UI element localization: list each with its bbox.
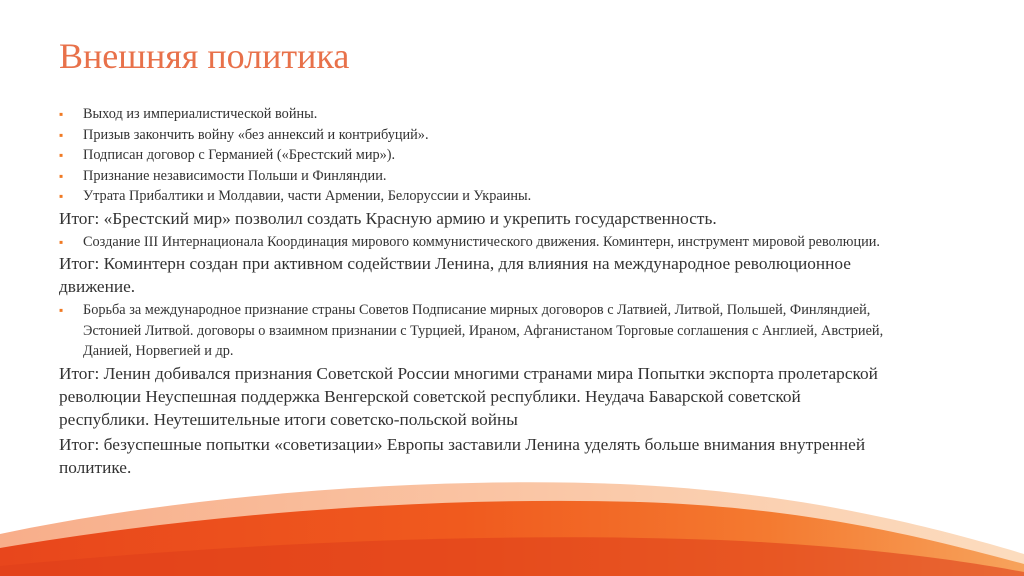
bullet-marker-icon: ▪ <box>59 303 64 317</box>
bullet-marker-icon: ▪ <box>59 234 64 249</box>
bullet-text: Признание независимости Польши и Финляндии. <box>83 167 387 184</box>
bullet-item <box>59 145 889 166</box>
bullet-item <box>59 104 889 125</box>
bullet-list-1 <box>59 104 889 207</box>
bullet-item <box>59 166 889 187</box>
bullet-item <box>59 125 889 146</box>
bullet-text: Призыв закончить войну «без аннексий и контрибуций». <box>83 126 429 143</box>
bullet-marker-icon: ▪ <box>59 189 64 203</box>
bullet-item <box>59 300 889 362</box>
summary-text-4: Итог: безуспешные попытки «советизации» Европы заставили Ленина уделять больше внимания внутренней политике. <box>59 434 866 477</box>
bullet-list-2 <box>59 232 889 253</box>
bullet-list-3 <box>59 300 889 362</box>
bullet-marker-icon: ▪ <box>59 107 64 121</box>
bullet-text: Утрата Прибалтики и Молдавии, части Армении, Белоруссии и Украины. <box>83 188 532 204</box>
decorative-wave <box>0 456 1024 576</box>
bullet-item <box>59 186 889 207</box>
bullet-marker-icon: ▪ <box>59 127 64 142</box>
summary-text-2: Итог: Коминтерн создан при активном содействии Ленина, для влияния на международное революционное движение. <box>59 254 851 296</box>
summary-text-1: Итог: «Брестский мир» позволил создать Красную армию и укрепить государственность. <box>59 208 717 228</box>
bullet-text: Создание III Интернационала Координация мирового коммунистического движения. Коминтерн, инструмент мировой революции. <box>83 233 880 250</box>
bullet-text: Борьба за международное признание страны Советов Подписание мирных договоров с Латвией, Литвой, Польшей, Финляндией, Эстонией Литвой. договоры о взаимном признании с Турцией, Ираном, Афганистаном Торговые соглашения с Англией, Австрией, Данией, Норвегией и др. <box>83 302 884 359</box>
summary-text-3: Итог: Ленин добивался признания Советской России многими странами мира Попытки экспорта пролетарской революции Неуспешная поддержка Венгерской советской республики. Неудача Баварской советской республики. Неутешительные итоги советско-польской войны <box>59 363 878 429</box>
bullet-marker-icon: ▪ <box>59 168 64 183</box>
slide-content <box>59 104 889 481</box>
bullet-item <box>59 232 889 253</box>
bullet-text: Подписан договор с Германией («Брестский мир»). <box>83 147 396 163</box>
bullet-text: Выход из империалистической войны. <box>83 106 318 122</box>
bullet-marker-icon: ▪ <box>59 148 64 162</box>
slide-title: Внешняя политика <box>59 36 350 76</box>
